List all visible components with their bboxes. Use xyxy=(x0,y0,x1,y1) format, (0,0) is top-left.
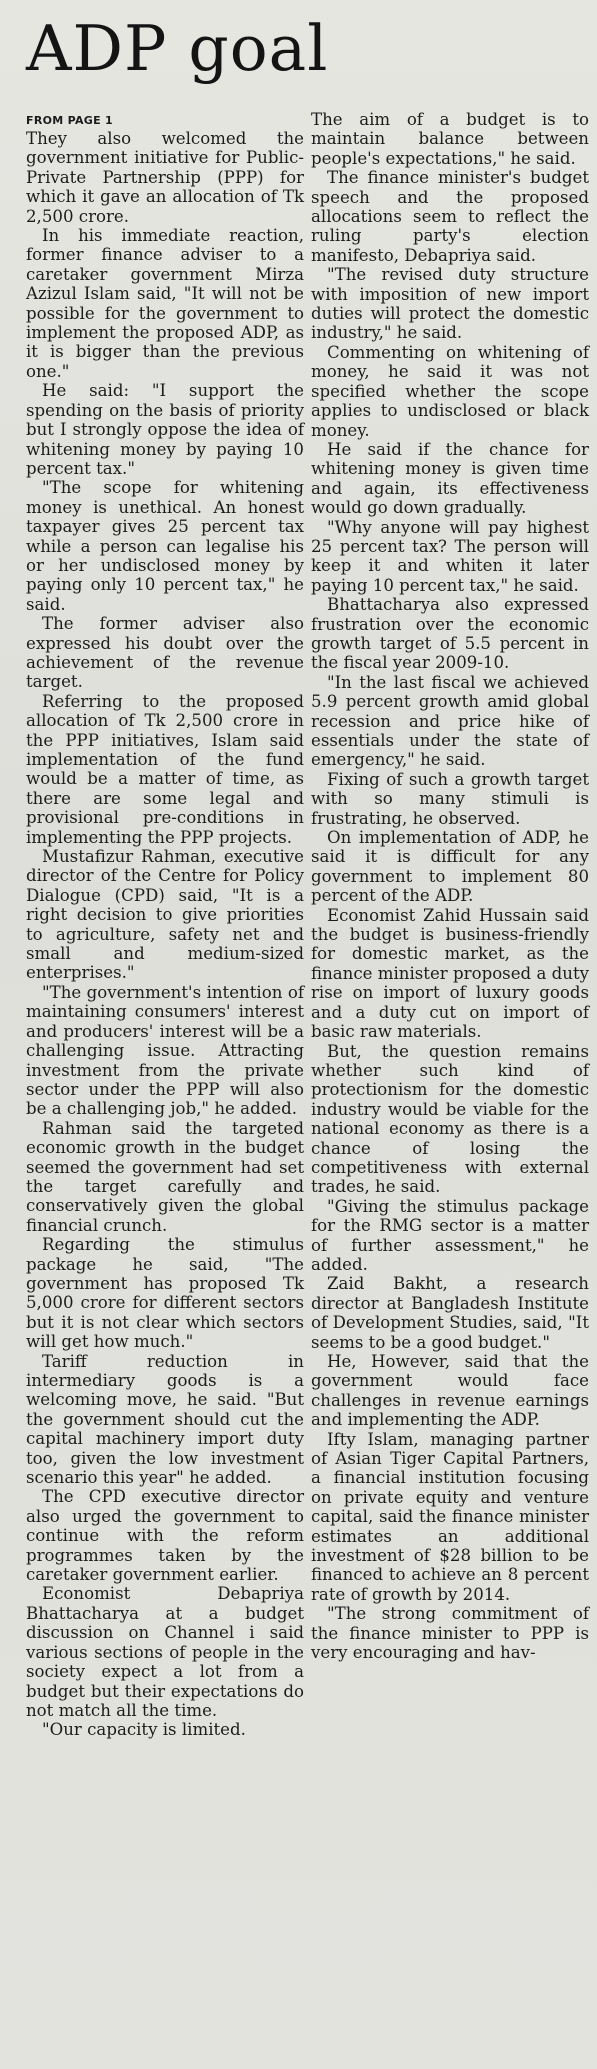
paragraph: Ifty Islam, managing partner of Asian Tiger Capital Partners, a financial institution focusing on private equity and venture capital, said the finance minister estimates an additional investment of $28 billion to be financed to achieve an 8 percent rate of growth by 2014. xyxy=(311,1429,589,1604)
paragraph: He said if the chance for whitening money is given time and again, its effectiveness would go down gradually. xyxy=(311,439,589,518)
paragraph: "The scope for whitening money is unethical. An honest taxpayer gives 25 percent tax while a person can legalise his or her undisclosed money by paying only 10 percent tax," he said. xyxy=(26,478,304,614)
paragraph: "In the last fiscal we achieved 5.9 percent growth amid global recession and price hike of essentials under the state of emergency," he said. xyxy=(311,672,589,770)
paragraph: The finance minister's budget speech and the proposed allocations seem to reflect the ruling party's election manifesto, Debapriya said. xyxy=(311,168,589,265)
paragraph: "Our capacity is limited. xyxy=(42,1720,246,1740)
paragraph: But, the question remains whether such kind of protectionism for the domestic industry would be viable for the national economy as there is a chance of losing the competitiveness with external trades, he said. xyxy=(311,1041,589,1197)
paragraph: He said: "I support the spending on the basis of priority but I strongly oppose the idea of whitening money by paying 10 percent tax." xyxy=(26,381,304,478)
paragraph: Tariff reduction in intermediary goods is a welcoming move, he said. "But the government should cut the capital machinery import duty too, given the low investment scenario this year" he added. xyxy=(26,1351,304,1488)
paragraph: Referring to the proposed allocation of Tk 2,500 crore in the PPP initiatives, Islam said implementation of the fund would be a matter of time, as there are some legal and provisional pre-conditions in implementing the PPP projects. xyxy=(26,691,304,847)
paragraph: Fixing of such a growth target with so many stimuli is frustrating, he observed. xyxy=(311,769,589,828)
paragraph: Mustafizur Rahman, executive director of the Centre for Policy Dialogue (CPD) said, "It is a right decision to give priorities to agriculture, safety net and small and medium-sized enterprises." xyxy=(26,847,304,983)
paragraph: "The revised duty structure with imposition of new import duties will protect the domestic industry," he said. xyxy=(311,265,589,343)
paragraph: Zaid Bakht, a research director at Bangladesh Institute of Development Studies, said, "It seems to be a good budget." xyxy=(311,1274,589,1352)
headline: ADP goal xyxy=(26,12,329,85)
paragraph: The aim of a budget is to maintain balance between people's expectations," he said. xyxy=(311,110,589,168)
paragraph: They also welcomed the government initiative for Public-Private Partnership (PPP) for which it gave an allocation of Tk 2,500 crore. xyxy=(26,129,304,226)
paragraph: "The government's intention of maintaining consumers' interest and producers' interest will be a challenging issue. Attracting investment from the private sector under the PPP will also be a challenging job," he added. xyxy=(26,982,304,1119)
column-right xyxy=(311,110,589,1663)
paragraph: Regarding the stimulus package he said, "The government has proposed Tk 5,000 crore for different sectors but it is not clear which sectors will get how much." xyxy=(26,1235,304,1352)
paragraph: Bhattacharya also expressed frustration over the economic growth target of 5.5 percent in the fiscal year 2009-10. xyxy=(311,595,589,673)
kicker: FROM PAGE 1 xyxy=(26,114,114,127)
paragraph: "The strong commitment of the finance minister to PPP is very encouraging and hav- xyxy=(311,1604,589,1663)
paragraph: Economist Debapriya Bhattacharya at a budget discussion on Channel i said various sections of people in the society expect a lot from a budget but their expectations do not match all the time. xyxy=(26,1584,304,1720)
paragraph: The former adviser also expressed his doubt over the achievement of the revenue target. xyxy=(26,614,304,692)
paragraph: Commenting on whitening of money, he said it was not specified whether the scope applies to undisclosed or black money. xyxy=(311,342,589,440)
paragraph: On implementation of ADP, he said it is difficult for any government to implement 80 percent of the ADP. xyxy=(311,828,589,906)
column-left xyxy=(26,114,304,1740)
paragraph: He, However, said that the government would face challenges in revenue earnings and implementing the ADP. xyxy=(311,1352,589,1430)
paragraph: Economist Zahid Hussain said the budget is business-friendly for domestic market, as the finance minister proposed a duty rise on import of luxury goods and a duty cut on import of basic raw materials. xyxy=(311,905,589,1042)
paragraph: Rahman said the targeted economic growth in the budget seemed the government had set the target carefully and conservatively given the global financial crunch. xyxy=(26,1118,304,1235)
paragraph: "Why anyone will pay highest 25 percent tax? The person will keep it and whiten it later paying 10 percent tax," he said. xyxy=(311,517,589,595)
paragraph: The CPD executive director also urged the government to continue with the reform programmes taken by the caretaker government earlier. xyxy=(26,1487,304,1585)
paragraph: In his immediate reaction, former finance adviser to a caretaker government Mirza Azizul Islam said, "It will not be possible for the government to implement the proposed ADP, as it is bigger than the previous one." xyxy=(26,226,304,381)
paragraph: "Giving the stimulus package for the RMG sector is a matter of further assessment," he added. xyxy=(311,1196,589,1274)
